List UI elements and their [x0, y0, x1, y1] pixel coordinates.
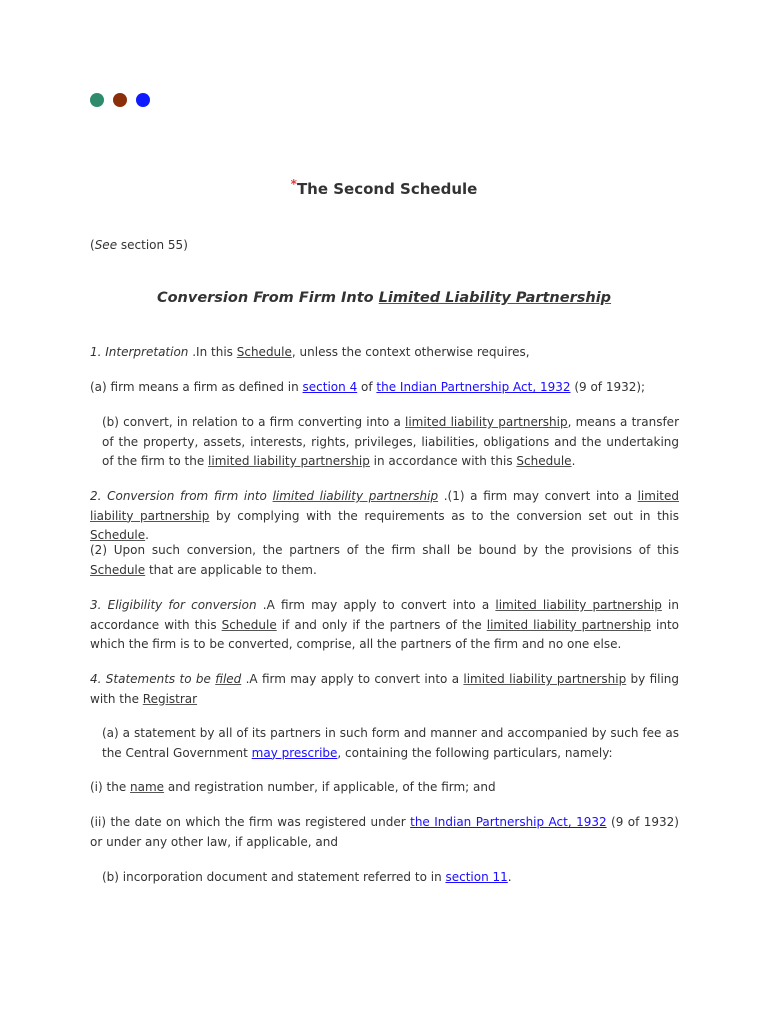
text: , unless the context otherwise requires, — [291, 345, 530, 359]
text: . — [571, 454, 576, 468]
blue-dot — [136, 93, 150, 107]
term-filed[interactable]: filed — [215, 672, 242, 686]
text: (9 of 1932); — [570, 380, 646, 394]
text: .A firm may apply to convert into a — [256, 598, 496, 612]
clause-1-label: 1. Interpretation — [90, 345, 189, 359]
term-schedule[interactable]: Schedule — [90, 562, 146, 577]
green-dot — [90, 93, 104, 107]
text: by filing with the — [90, 672, 680, 706]
clause-3-label: 3. Eligibility for conversion — [90, 598, 257, 612]
clause-1b — [102, 413, 679, 472]
text: that are applicable to them. — [145, 562, 317, 577]
link-partnership-act[interactable]: the Indian Partnership Act, 1932 — [376, 380, 571, 394]
text: .(1) a firm may convert into a — [438, 489, 638, 503]
title-text: The Second Schedule — [296, 180, 478, 198]
clause-2 — [90, 487, 679, 546]
term-schedule[interactable]: Schedule — [90, 528, 146, 542]
text: , containing the following particulars, namely: — [337, 745, 613, 760]
footnote-star: * — [290, 177, 297, 191]
term-schedule[interactable]: Schedule — [516, 454, 572, 468]
clause-1a — [90, 378, 679, 398]
term-registrar[interactable]: Registrar — [142, 691, 198, 706]
text: (i) the — [90, 780, 131, 794]
clause-4a — [102, 724, 679, 763]
clause-4-label: 4. Statements to be — [90, 672, 216, 686]
link-may-prescribe[interactable]: may prescribe — [251, 745, 338, 760]
text: and registration number, if applicable, of the firm; and — [164, 780, 496, 794]
text: . — [507, 870, 512, 884]
text: (a) a statement by all of its partners in such form and manner and accompanied by such fee as the Central Government — [102, 726, 679, 760]
dots-row — [90, 93, 150, 107]
see-reference — [90, 236, 188, 256]
text: by complying with the requirements as to the conversion set out in this — [209, 508, 679, 523]
page-title — [0, 177, 768, 200]
clause-4a-ii — [90, 813, 679, 852]
term-llp[interactable]: limited liability partnership — [495, 598, 662, 612]
see-open: ( — [90, 238, 95, 252]
clause-4a-i — [90, 778, 679, 798]
term-llp[interactable]: limited liability partnership — [405, 415, 568, 429]
clause-3 — [90, 596, 679, 655]
text: (a) firm means a firm as defined in — [90, 380, 303, 394]
see-rest: section 55) — [117, 238, 188, 252]
term-llp[interactable]: limited liability partnership — [272, 489, 439, 503]
term-schedule[interactable]: Schedule — [236, 345, 292, 359]
text: (2) Upon such conversion, the partners of the firm shall be bound by the provisions of this — [90, 543, 679, 557]
section-heading — [0, 289, 768, 309]
text: (b) incorporation document and statement referred to in — [102, 870, 446, 884]
text: in accordance with this — [369, 454, 517, 468]
heading-link[interactable]: Limited Liability Partnership — [378, 290, 612, 306]
term-llp[interactable]: limited liability partnership — [463, 672, 627, 686]
text: of — [357, 380, 377, 394]
text: (ii) the date on which the firm was registered under — [90, 815, 411, 829]
text: (9 of 1932) or under any other law, if applicable, and — [90, 815, 679, 849]
brown-dot — [113, 93, 127, 107]
clause-2-2 — [90, 541, 679, 580]
clause-4b — [102, 868, 679, 888]
term-schedule[interactable]: Schedule — [221, 617, 277, 632]
link-partnership-act[interactable]: the Indian Partnership Act, 1932 — [410, 815, 607, 829]
text: (b) convert, in relation to a firm converting into a — [102, 415, 405, 429]
text: , means a transfer of the property, assets, interests, rights, privileges, liabilities, obligations and the undertaking of the firm to the — [102, 415, 679, 468]
term-llp[interactable]: limited liability partnership — [90, 489, 679, 523]
heading-text: Conversion From Firm Into — [156, 290, 379, 306]
link-section-4[interactable]: section 4 — [302, 380, 358, 394]
text: into which the firm is to be converted, comprise, all the partners of the firm and no one else. — [90, 617, 679, 651]
text: . — [145, 528, 149, 542]
see-word: See — [94, 238, 118, 252]
clause-2-label: 2. Conversion from firm into — [90, 489, 273, 503]
term-llp[interactable]: limited liability partnership — [486, 617, 651, 632]
term-llp[interactable]: limited liability partnership — [208, 454, 370, 468]
clause-4 — [90, 670, 679, 709]
term-name[interactable]: name — [130, 780, 165, 794]
clause-1 — [90, 343, 679, 363]
text: in accordance with this — [90, 598, 680, 632]
text: if and only if the partners of the — [276, 617, 487, 632]
text: .In this — [188, 345, 237, 359]
text: .A firm may apply to convert into a — [241, 672, 464, 686]
link-section-11[interactable]: section 11 — [445, 870, 508, 884]
